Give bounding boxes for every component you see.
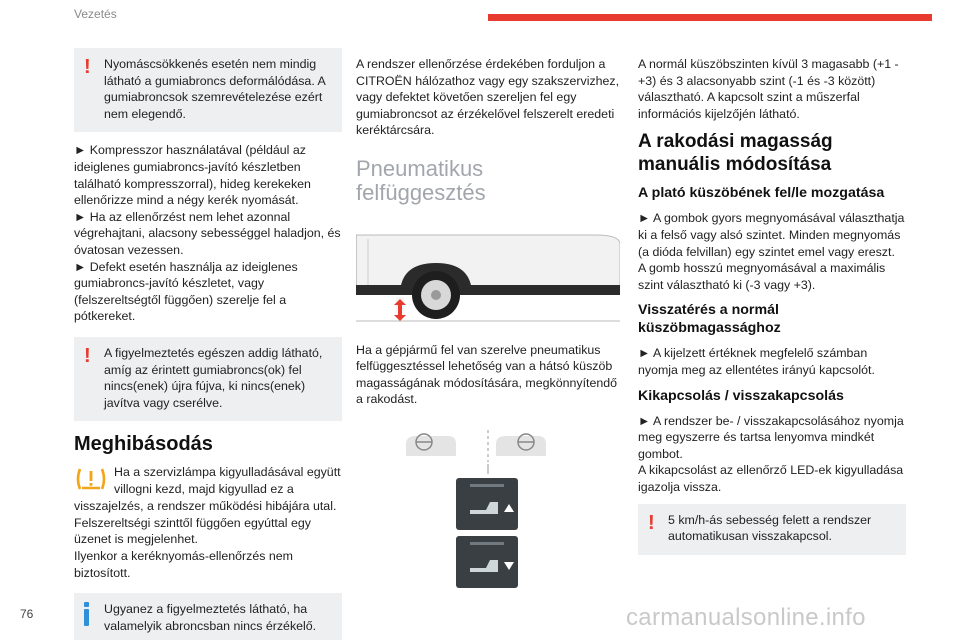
lower-button-panel	[456, 536, 518, 588]
raise-button-panel	[456, 478, 518, 530]
page-number: 76	[20, 607, 34, 621]
exclamation-icon: !	[648, 511, 655, 534]
watermark: carmanualsonline.info	[626, 604, 866, 631]
subheading-return-normal: Visszatérés a normál küszöbmagassághoz	[638, 302, 781, 337]
paragraph: ► A rendszer be- / visszakapcsolásához nyomja meg egyszerre és tartsa lenyomva mindkét gombot.	[638, 413, 904, 461]
header-title: Vezetés	[74, 7, 117, 21]
paragraph: A kikapcsolást az ellenőrző LED-ek kigyulladása igazolja vissza.	[638, 463, 904, 494]
exclamation-icon: !	[84, 344, 91, 367]
info-note	[74, 593, 342, 640]
fault-text-first: Ha a szervizlámpa kigyulladásával együtt villogni kezd, majd kigyullad ez a	[114, 465, 341, 496]
paragraph: ► A kijelzett értéknek megfelelő számban nyomja meg az ellentétes irányú kapcsolót.	[638, 346, 875, 377]
column-3	[638, 56, 906, 565]
note-text: A figyelmeztetés egészen addig látható, amíg az érintett gumiabroncs(ok) fel nincs(enek) újra fújva, ki nincs(enek) javítva vagy cserélve.	[104, 345, 323, 410]
section-heading-fault: Meghibásodás	[74, 433, 213, 456]
paragraph: A normál küszöbszinten kívül 3 magasabb (+1 - +3) és 3 alacsonyabb szint (-1 és -3 között) választható. A kapcsolt szint a műszerfal információs kijelzőjén látható.	[638, 57, 899, 121]
paragraph: ► Kompresszor használatával (például az ideiglenes gumiabroncs-javító készletben található kompresszorral), hideg kerekeken ellenőrizze mind a négy kerék nyomását.	[74, 143, 311, 208]
section-heading-manual: A rakodási magasság manuális módosítása	[638, 131, 833, 176]
section-heading-pneumatic: Pneumatikus felfüggesztés	[356, 155, 486, 205]
subheading-on-off: Kikapcsolás / visszakapcsolás	[638, 387, 844, 404]
dashboard-right-silhouette	[496, 434, 546, 456]
note-text: 5 km/h-ás sebesség felett a rendszer automatikusan visszakapcsol.	[668, 512, 872, 544]
rear-switch-panel-diagram	[356, 422, 620, 590]
fault-text-after: Ilyenkor a keréknyomás-ellenőrzés nem biztosított.	[74, 549, 293, 580]
info-icon	[84, 602, 90, 626]
exclamation-icon: !	[84, 56, 91, 78]
van-rear-wheel-illustration	[356, 223, 620, 323]
note-text: Nyomáscsökkenés esetén nem mindig látható a gumiabroncs deformálódása. A gumiabroncsok szemrevételezése ezért nem elegendő.	[104, 57, 326, 121]
header-accent-bar	[488, 14, 932, 21]
fault-paragraph	[74, 464, 342, 498]
column-2	[356, 56, 620, 595]
warning-note-speed	[638, 504, 906, 555]
subheading-up-down: A plató küszöbének fel/le mozgatása	[638, 185, 885, 202]
dashboard-left-silhouette	[406, 434, 456, 456]
column-1	[74, 48, 342, 640]
paragraph: ► Ha az ellenőrzést nem lehet azonnal végrehajtani, alacsony sebességgel haladjon, és óvatosan vezessen.	[74, 209, 341, 257]
warning-note-1	[74, 48, 342, 132]
paragraph: A rendszer ellenőrzése érdekében forduljon a CITROËN hálózathoz vagy egy szakszervizhez, vagy defektet követően szereljen fel egy gumiabroncsot az érzékelővel felszerelt eredeti keréktárcsára.	[356, 57, 620, 138]
paragraph: ► Defekt esetén használja az ideiglenes gumiabroncs-javító készletet, vagy (felszereltségtől függően) szerelje fel a pótkereket.	[74, 259, 298, 324]
paragraph: ► A gombok gyors megnyomásával választhatja ki a felső vagy alsó szintet. Minden megnyomás (a dióda felvillan) egy szintet emel vagy ereszt.	[638, 211, 905, 259]
note-text: Ugyanez a figyelmeztetés látható, ha valamelyik abroncsban nincs érzékelő.	[104, 602, 317, 633]
fault-text-rest: visszajelzés, a rendszer működési hibájára utal. Felszereltségi szinttől függően egyúttal egy üzenet is megjelenhet.	[74, 499, 337, 547]
paragraph: A gomb hosszú megnyomásával a maximális szint választható ki (-3 vagy +3).	[638, 261, 886, 292]
warning-note-2	[74, 337, 342, 421]
tyre-pressure-warning-icon	[74, 464, 108, 494]
paragraph: Ha a gépjármű fel van szerelve pneumatikus felfüggesztéssel lehetőség van a hátsó küszöb magasságának módosítására, megkönnyítendő a rakodást.	[356, 342, 618, 407]
